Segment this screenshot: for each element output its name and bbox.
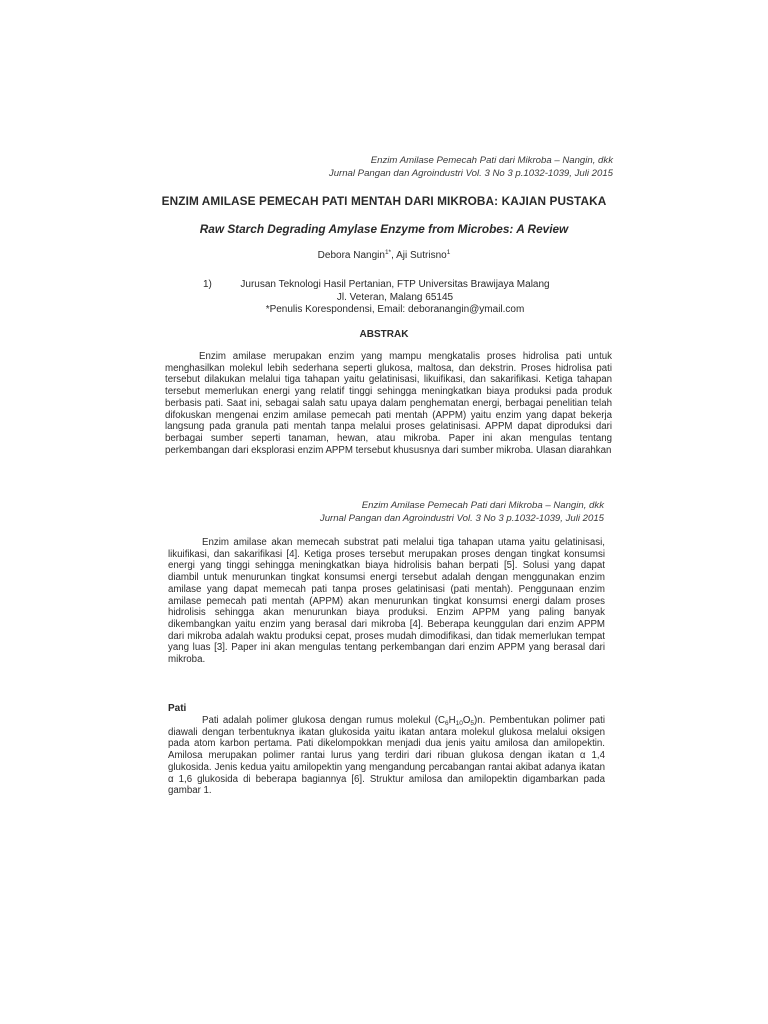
- formula-element: H: [448, 715, 456, 726]
- corresponding-author-email: *Penulis Korespondensi, Email: deboranangin@ymail.com: [265, 304, 525, 315]
- running-header-second: [285, 500, 604, 525]
- author-list: [150, 250, 618, 263]
- formula-subscript: 10: [455, 720, 463, 727]
- header-journal-citation: Jurnal Pangan dan Agroindustri Vol. 3 No 3 p.1032-1039, Juli 2015: [328, 167, 613, 179]
- pati-paragraph: [168, 715, 605, 797]
- header-article-short: Enzim Amilase Pemecah Pati dari Mikroba – Nangin, dkk: [361, 500, 604, 511]
- affiliation-address: Jl. Veteran, Malang 65145: [336, 291, 454, 303]
- header-article-short: Enzim Amilase Pemecah Pati dari Mikroba – Nangin, dkk: [370, 155, 613, 166]
- formula-element: O: [462, 715, 471, 726]
- abstract-text-clip: [165, 351, 612, 481]
- running-header-top: [300, 155, 613, 180]
- affiliation-department: Jurusan Teknologi Hasil Pertanian, FTP Universitas Brawijaya Malang: [240, 279, 550, 290]
- author-affiliation-mark: 1: [446, 249, 451, 256]
- affiliation-block: [222, 279, 568, 317]
- introduction-paragraph: Enzim amilase akan memecah substrat pati melalui tiga tahapan utama yaitu gelatinisasi, likuifikasi, dan sakarifikasi [4]. Ketiga proses tersebut merupakan proses dengan tingkat konsumsi energi yang tinggi sehingga meningkatkan biaya hidrolisis bahan berpati [5]. Solusi yang dapat diambil untuk menurunkan tingkat konsumsi energi tersebut adalah dengan menggunakan enzim amilase yang dapat memecah pati tanpa proses gelatinisasi (pati mentah). Penggunaan enzim amilase pemecah pati mentah (APPM) akan menurunkan tingkat konsumsi energi dalam proses hidrolisis sehingga akan menurunkan biaya produksi. Enzim APPM yang paling banyak dikembangkan yaitu enzim yang berasal dari mikroba [4]. Beberapa keunggulan dari enzim APPM dari mikroba adalah waktu produksi cepat, proses mudah dimodifikasi, dan tidak memerlukan tempat yang luas [3]. Paper ini akan mengulas tentang perkembangan dari enzim APPM yang berasal dari mikroba.: [168, 537, 605, 666]
- section-heading-pati: Pati: [168, 703, 187, 714]
- paper-title: ENZIM AMILASE PEMECAH PATI MENTAH DARI MIKROBA: KAJIAN PUSTAKA: [161, 194, 607, 208]
- abstract-heading: ABSTRAK: [359, 329, 409, 340]
- paper-subtitle: Raw Starch Degrading Amylase Enzyme from Microbes: A Review: [199, 222, 569, 236]
- introduction-section: [168, 537, 605, 666]
- author-affiliation-mark: 1*: [384, 249, 392, 256]
- pati-text-after-formula: )n. Pembentukan polimer pati diawali dengan terbentuknya ikatan glukosida yaitu ikatan antara molekul glukosa melalui oksigen pada atom karbon pertama. Pati dikelompokkan menjadi dua jenis yaitu amilosa dan amilopektin. Amilosa merupakan polimer rantai lurus yang terdiri dari ribuan glukosa dengan ikatan α 1,4 glukosida. Jenis kedua yaitu amilopektin yang mengandung percabangan rantai akibat adanya ikatan α 1,6 glukosida di beberapa bagiannya [6]. Struktur amilosa dan amilopektin digambarkan pada gambar 1.: [168, 715, 605, 797]
- formula-subscript: 5: [470, 720, 475, 727]
- author-name: Aji Sutrisno: [396, 250, 447, 261]
- affiliation-number: 1): [203, 279, 212, 290]
- pati-section: [168, 715, 605, 797]
- author-separator: ,: [391, 250, 397, 261]
- header-journal-citation: Jurnal Pangan dan Agroindustri Vol. 3 No 3 p.1032-1039, Juli 2015: [319, 512, 604, 524]
- author-name: Debora Nangin: [317, 250, 385, 261]
- formula-subscript: 6: [444, 720, 449, 727]
- abstract-text: Enzim amilase merupakan enzim yang mampu mengkatalis proses hidrolisa pati untuk menghasilkan molekul lebih sederhana seperti glukosa, maltosa, dan dekstrin. Proses hidrolisa pati tersebut dilakukan melalui tiga tahapan yaitu gelatinisasi, likuifikasi, dan sakarifikasi. Ketiga tahapan tersebut memerlukan energi yang relatif tinggi sehingga meningkatkan biaya produksi pada produk berbasis pati. Saat ini, sebagai salah satu upaya dalam penghematan energi, berbagai penelitian telah difokuskan mengenai enzim amilase pemecah pati mentah (APPM) yaitu enzim yang dapat bekerja langsung pada granula pati mentah tanpa melalui proses gelatinisasi. APPM dapat diproduksi dari berbagai sumber seperti tanaman, hewan, atau mikroba. Paper ini akan mengulas tentang perkembangan dari eksplorasi enzim APPM tersebut khususnya dari sumber mikroba. Ulasan diarahkan: [165, 351, 612, 456]
- pati-text-before-formula: Pati adalah polimer glukosa dengan rumus molekul (C: [202, 715, 445, 726]
